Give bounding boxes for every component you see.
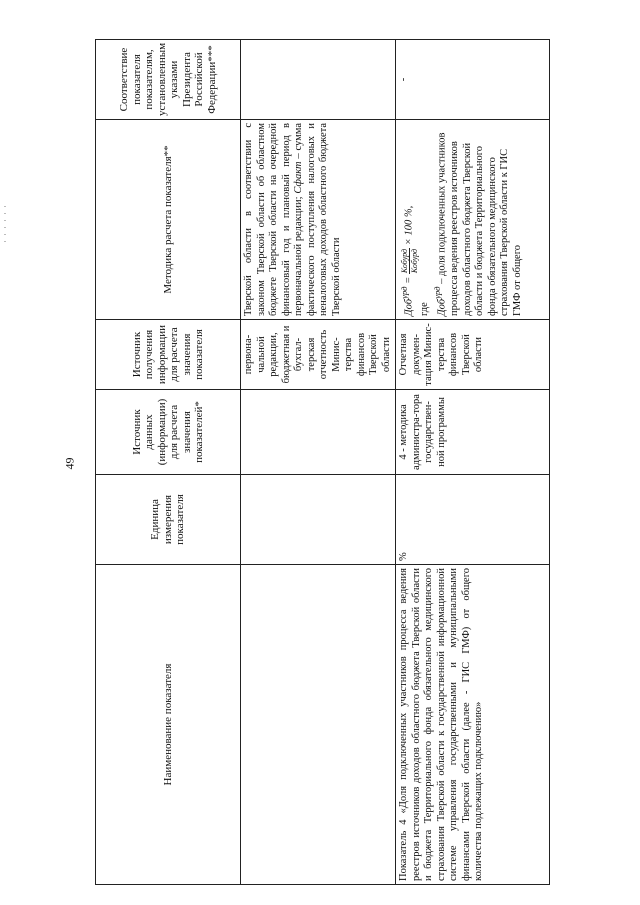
header-unit: Единица измерения показателя [96, 475, 241, 565]
cell-method-main [396, 120, 550, 320]
formula-definition: Доб$^{урд}$ – доля подключенных участников процесса ведения реестров источников доходов областного бюджета Тверской области и бюджета Территориального фонда обязательного медицинского страхования Тверской области к ГИС ГМФ от общего [432, 132, 523, 316]
method-variable: Сфакт [293, 161, 304, 194]
cell-method-prev [241, 120, 396, 320]
cell-unit-main: % [396, 475, 550, 565]
formula-fraction: Кобурд Кобурд [399, 248, 419, 274]
table-header-row [96, 40, 241, 885]
header-name: Наименование показателя [96, 565, 241, 885]
header-source-data: Источник данных (информации) для расчета значения показателей* [96, 390, 241, 475]
scan-margin-marks [0, 200, 12, 500]
cell-compliance-main: - [396, 40, 550, 120]
cell-name-main: Показатель 4 «Доля подключенных участников процесса ведения реестров источников доходов областного бюджета Тверской области и бюджета Территориального фонда обязательного медицинского страхования Тверской области к государственной информационной системе управления государственными и муниципальными финансами Тверской области (далее - ГИС ГМФ) от общего количества подлежащих подключению» [396, 565, 550, 885]
cell-compliance-prev [241, 40, 396, 120]
cell-source-info-main: Отчетная докумен-тация Минис-терства финансов Тверской области [396, 320, 550, 390]
cell-unit-prev [241, 475, 396, 565]
page-number: 49 [62, 457, 77, 470]
header-compliance: Соответствие показателя показателям, установленным указами Президента Российской Федерации*** [96, 40, 241, 120]
cell-source-info-prev: первона-чальной редакции, бюджетная и бухгал-терская отчетность Минис-терства финансов Тверской области [241, 320, 396, 390]
method-text-part2: – сумма фактического поступления налоговых и неналоговых доходов областного бюджета Тверской области [293, 122, 342, 316]
table-row-continued [241, 40, 396, 885]
method-text-part1: Тверской области в соответствии с законом Тверской области об областном бюджете Тверской области на очередной финансовый год и плановый период в первоначальной редакции; [243, 123, 304, 316]
header-method: Методика расчета показателя** [96, 120, 241, 320]
indicator-table [95, 39, 550, 885]
where-label: где [418, 302, 430, 316]
rotated-table-container [95, 40, 550, 885]
cell-name-prev [241, 565, 396, 885]
table-row-indicator-4 [396, 40, 550, 885]
formula: Доб$^{урд}$ = Кобурд Кобурд × 100 %, [399, 205, 419, 316]
header-source-info: Источник получения информации для расчета значения показателя [96, 320, 241, 390]
cell-source-data-prev [241, 390, 396, 475]
cell-source-data-main: 4 - методика администра-тора государствен-ной программы [396, 390, 550, 475]
